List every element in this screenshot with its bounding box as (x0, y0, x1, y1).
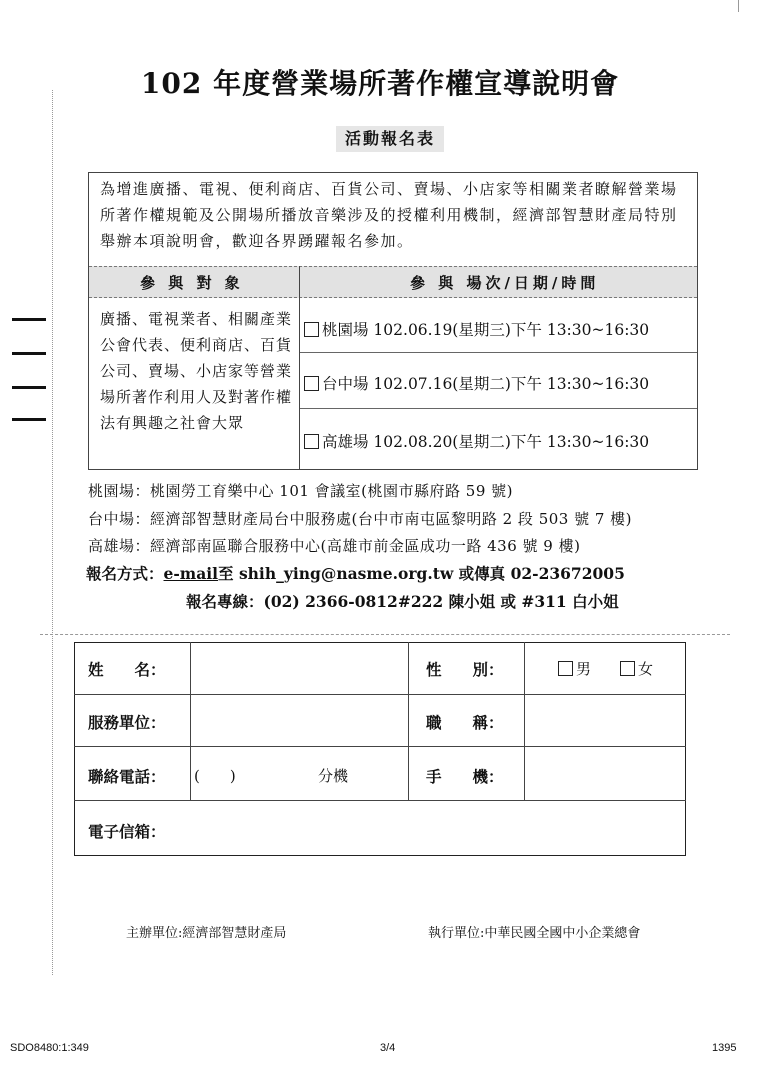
gender-male-option[interactable] (558, 658, 591, 679)
edge-mark (738, 0, 739, 12)
registration-hotline: 報名專線：(02) 2366-0812#222 陳小姐 或 #311 白小姐 (186, 592, 619, 611)
session-label: 台中場 102.07.16(星期二)下午 13:30~16:30 (322, 375, 650, 393)
document-number: 1395 (712, 1042, 737, 1054)
form-row-divider (74, 694, 686, 695)
document-id: SDO8480:1:349 (10, 1042, 89, 1054)
table-divider (299, 266, 300, 470)
company-field[interactable] (192, 696, 406, 744)
registration-to: 至 (218, 564, 239, 583)
phone-label: 聯絡電話： (88, 767, 166, 786)
page-title: 102 年度營業場所著作權宣導說明會 (140, 67, 620, 100)
mobile-label: 手 機： (426, 767, 504, 786)
email-link-label[interactable]: e-mail (163, 564, 219, 583)
name-field[interactable] (192, 644, 406, 692)
checkbox[interactable] (558, 661, 573, 676)
session-label: 高雄場 102.08.20(星期二)下午 13:30~16:30 (322, 433, 650, 451)
margin-bar-mark (12, 418, 46, 421)
venue-taichung: 台中場：經濟部智慧財產局台中服務處(台中市南屯區黎明路 2 段 503 號 7 樓) (88, 510, 633, 528)
session-option-taichung[interactable] (304, 372, 649, 394)
checkbox[interactable] (304, 376, 319, 391)
header-target: 參 與 對 象 (140, 274, 244, 292)
margin-bar-mark (12, 318, 46, 321)
checkbox[interactable] (304, 434, 319, 449)
cut-line (40, 634, 730, 635)
company-label: 服務單位： (88, 713, 166, 732)
registration-email[interactable]: shih_ying@nasme.org.tw (238, 564, 454, 583)
phone-extension-label: 分機 (318, 767, 349, 785)
form-col-divider (408, 642, 409, 800)
job-title-label: 職 稱： (426, 713, 504, 732)
registration-prefix: 報名方式： (86, 564, 164, 583)
organizer: 主辦單位:經濟部智慧財產局 (126, 926, 287, 941)
margin-bar-mark (12, 386, 46, 389)
phone-area-code[interactable]: ( ) (194, 767, 236, 785)
gender-label: 性 別： (426, 660, 504, 679)
form-row-divider (74, 800, 686, 801)
target-audience: 廣播、電視業者、相關產業公會代表、便利商店、百貨公司、賣場、小店家等營業場所著作利用人及對著作權法有興趣之社會大眾 (100, 310, 293, 432)
registration-fax: 或傳真 02-23672005 (453, 564, 625, 583)
form-row-divider (74, 746, 686, 747)
email-field[interactable] (192, 802, 684, 854)
intro-paragraph: 為增進廣播、電視、便利商店、百貨公司、賣場、小店家等相關業者瞭解營業場所著作權規範及公開場所播放音樂涉及的授權利用機制，經濟部智慧財產局特別舉辦本項說明會，歡迎各界踴躍報名參加。 (100, 180, 678, 250)
mobile-field[interactable] (526, 748, 684, 798)
job-title-field[interactable] (526, 696, 684, 744)
row-divider (300, 352, 697, 353)
form-col-divider (190, 642, 191, 800)
checkbox[interactable] (304, 322, 319, 337)
form-col-divider (524, 642, 525, 800)
registration-method (86, 562, 625, 584)
session-label: 桃園場 102.06.19(星期三)下午 13:30~16:30 (322, 321, 650, 339)
venue-taoyuan: 桃園場：桃園勞工育樂中心 101 會議室(桃園市縣府路 59 號) (88, 482, 513, 500)
binding-dotted-line (52, 90, 53, 975)
executor: 執行單位:中華民國全國中小企業總會 (428, 926, 641, 941)
session-option-taoyuan[interactable] (304, 318, 649, 340)
page-number: 3/4 (380, 1042, 396, 1054)
name-label: 姓 名： (88, 660, 166, 679)
checkbox[interactable] (620, 661, 635, 676)
email-label: 電子信箱： (88, 822, 166, 841)
gender-female-option[interactable] (620, 658, 653, 679)
margin-bar-mark (12, 352, 46, 355)
female-label: 女 (638, 660, 654, 678)
row-divider (300, 408, 697, 409)
form-subtitle: 活動報名表 (336, 126, 444, 152)
header-session: 參 與 場次/日期/時間 (410, 274, 600, 292)
session-option-kaohsiung[interactable] (304, 430, 649, 452)
venue-kaohsiung: 高雄場：經濟部南區聯合服務中心(高雄市前金區成功一路 436 號 9 樓) (88, 537, 581, 555)
male-label: 男 (576, 660, 592, 678)
